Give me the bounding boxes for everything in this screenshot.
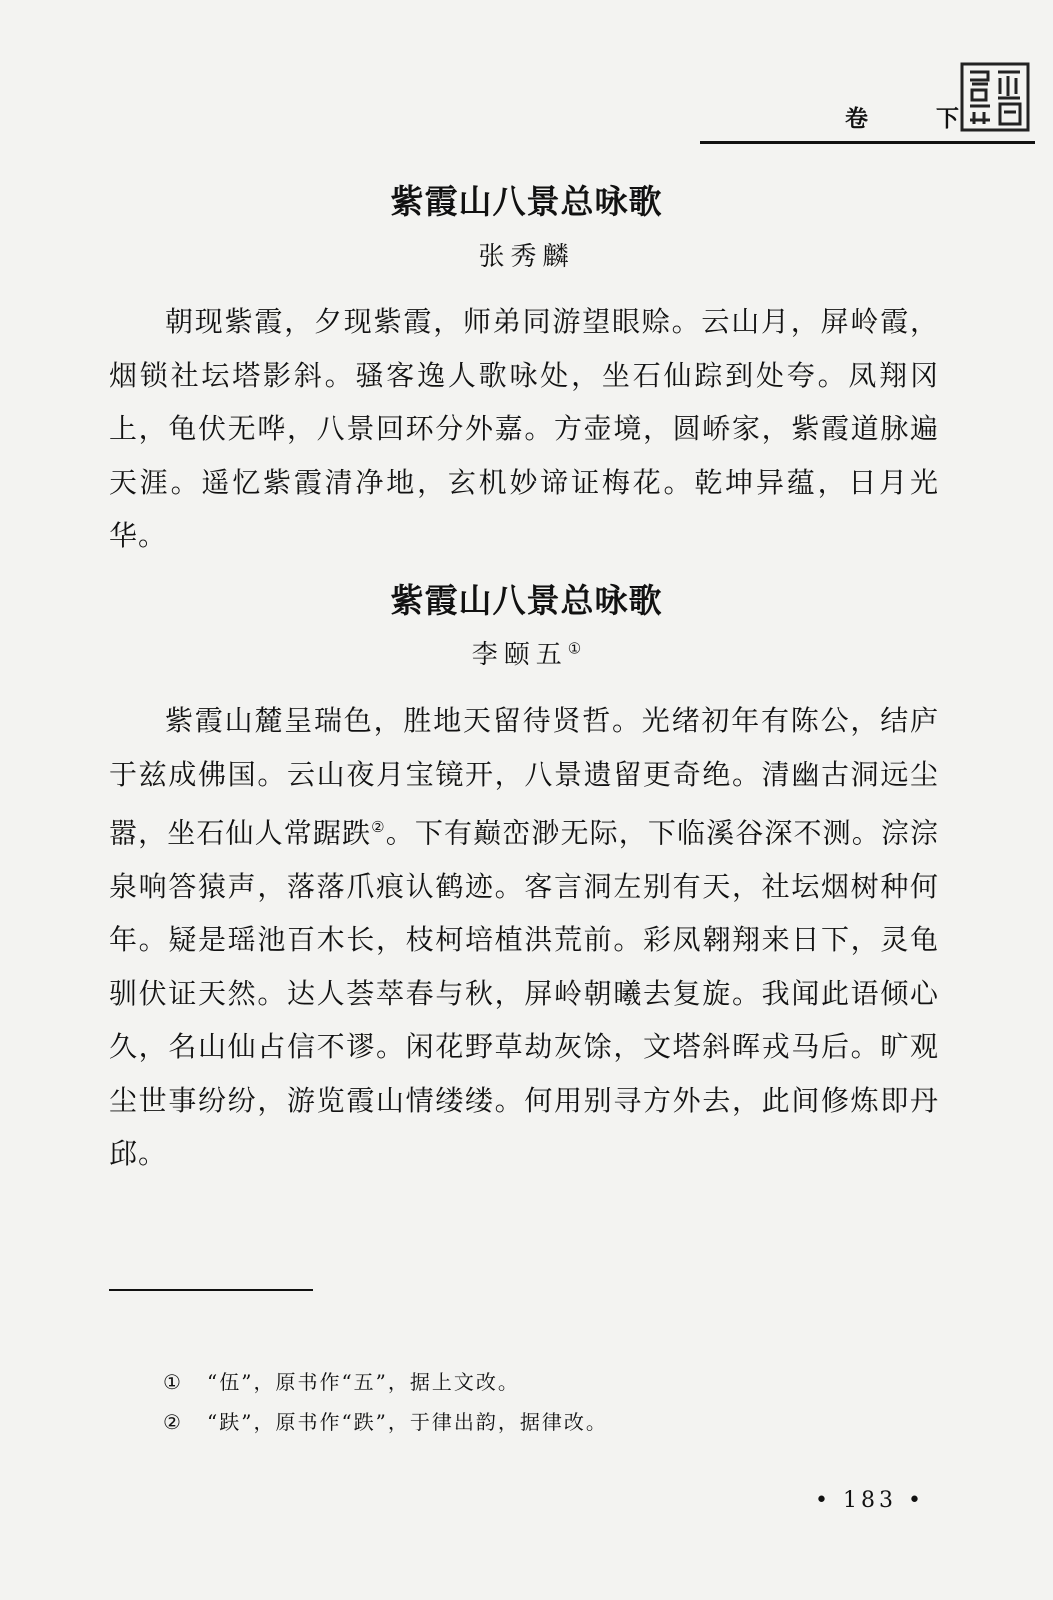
poem-title: 紫霞山八景总咏歌 — [390, 182, 663, 221]
poem-title: 紫霞山八景总咏歌 — [390, 581, 663, 620]
footnote-mark: ② — [163, 1410, 183, 1434]
page-number: • 183 • — [815, 1488, 925, 1513]
header-rule — [700, 141, 1035, 144]
footnote-text: “趺”，原书作“跌”，于律出韵，据律改。 — [207, 1410, 608, 1434]
footnote-ref: ② — [371, 818, 386, 836]
footnote-ref: ① — [567, 639, 582, 658]
footnote — [163, 1366, 520, 1395]
footnote-rule — [109, 1289, 313, 1291]
poem-body — [109, 694, 939, 1181]
running-head: 卷 下 — [845, 105, 990, 132]
seal-stamp-icon — [960, 62, 1030, 132]
author-name: 李颐五 — [471, 640, 568, 670]
footnote-text: “伍”，原书作“五”，据上文改。 — [207, 1370, 520, 1394]
poem-author — [0, 634, 1053, 671]
poem-body-part: 紫霞山麓呈瑞色，胜地天留待贤哲。光绪初年有陈公，结庐于兹成佛国。云山夜月宝镜开，八景遗留更奇绝。清幽古洞远尘嚣，坐石仙人常踞跌 — [109, 704, 939, 850]
poem-author: 张秀麟 — [478, 242, 575, 272]
footnote — [163, 1406, 608, 1435]
footnote-mark: ① — [163, 1370, 183, 1394]
poem-body: 朝现紫霞，夕现紫霞，师弟同游望眼赊。云山月，屏岭霞，烟锁社坛塔影斜。骚客逸人歌咏处，坐石仙踪到处夸。凤翔冈上，龟伏无哗，八景回环分外嘉。方壶境，圆峤家，紫霞道脉遍天涯。遥忆紫霞清净地，玄机妙谛证梅花。乾坤异蕴，日月光华。 — [109, 305, 939, 552]
poem-body-part: 。下有巅峦渺无际，下临溪谷深不测。淙淙泉响答猿声，落落爪痕认鹤迹。客言洞左别有天，社坛烟树种何年。疑是瑶池百木长，枝柯培植洪荒前。彩凤翱翔来日下，灵龟驯伏证天然。达人荟萃春与秋，屏岭朝曦去复旋。我闻此语倾心久，名山仙占信不谬。闲花野草劫灰馀，文塔斜晖戎马后。旷观尘世事纷纷，游览霞山情缕缕。何用别寻方外去，此间修炼即丹邱。 — [109, 816, 939, 1171]
